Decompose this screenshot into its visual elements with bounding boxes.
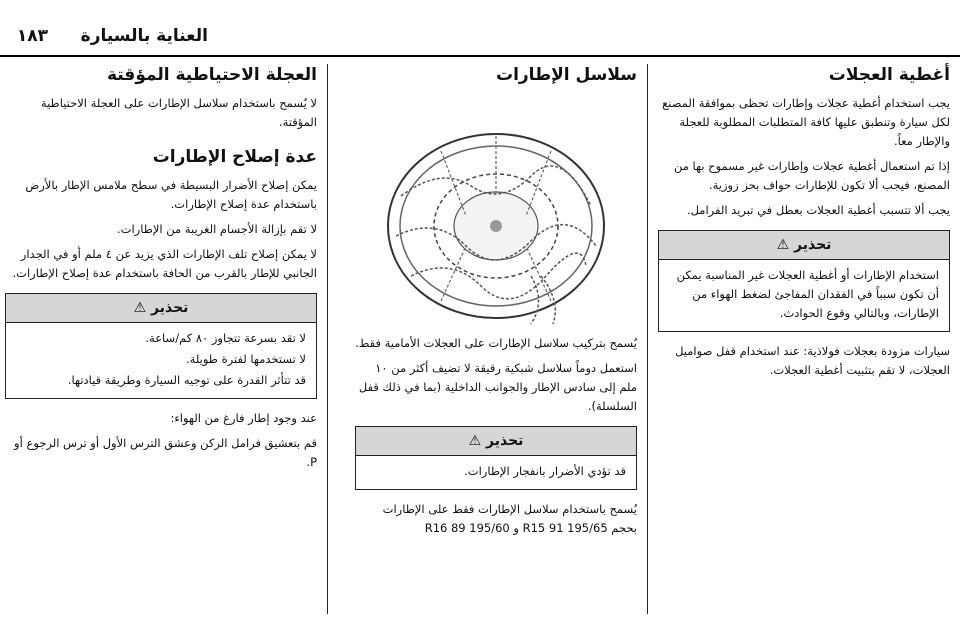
page-header <box>0 24 960 54</box>
paragraph: لا يُسمح باستخدام سلاسل الإطارات على العجلة الاحتياطية المؤقتة. <box>40 96 317 130</box>
warning-text: قد تتأثر القدرة على توجيه السيارة وطريقة قيادتها. <box>67 372 306 387</box>
warning-body <box>6 323 316 398</box>
column-wheel-covers <box>658 64 950 386</box>
column-spare-and-repair <box>5 64 317 478</box>
warning-title: تحذير <box>486 432 524 449</box>
warning-title: تحذير <box>151 299 189 316</box>
warning-box <box>355 426 637 490</box>
warning-header <box>356 427 636 456</box>
paragraph: يمكن إصلاح الأضرار البسيطة في سطح ملامس الإطار بالأرض باستخدام عدة إصلاح الإطارات. <box>25 178 317 212</box>
paragraph: عند وجود إطار فارغ من الهواء: <box>170 410 317 425</box>
paragraph: لا تقم بإزالة الأجسام الغريبة من الإطارات. <box>116 222 317 237</box>
column-divider <box>647 64 648 614</box>
warning-icon: ⚠ <box>776 236 790 253</box>
paragraph: لا يمكن إصلاح تلف الإطارات الذي يزيد عن ٤ ملم أو في الجدار الجانبي للإطار بالقرب من الحافة باستخدام عدة إصلاح الإطارات. <box>12 247 317 280</box>
paragraph: يجب ألا تتسبب أغطية العجلات بعطل في تبريد الفرامل. <box>686 202 950 217</box>
heading-tire-chains: سلاسل الإطارات <box>495 65 637 85</box>
heading-wheel-covers: أغطية العجلات <box>828 65 950 85</box>
warning-box <box>5 293 317 399</box>
paragraph: يُسمح باستخدام سلاسل الإطارات فقط على الإطارات بحجم R15 91 195/65 و R16 89 195/60 <box>382 501 637 535</box>
paragraph: سيارات مزودة بعجلات فولاذية: عند استخدام قفل صواميل العجلات، لا تقم بتثبيت أغطية العجلات. <box>675 343 950 377</box>
warning-box <box>658 230 950 332</box>
figure-caption: يُسمح بتركيب سلاسل الإطارات على العجلات الأمامية فقط. <box>355 336 637 351</box>
warning-text: لا تقد بسرعة تتجاوز ٨٠ كم/ساعة. <box>145 330 306 345</box>
heading-temporary-spare: العجلة الاحتياطية المؤقتة <box>106 65 317 85</box>
paragraph: استعمل دوماً سلاسل شبكية رقيقة لا تضيف أكثر من ١٠ ملم إلى سادس الإطار والجوانب الداخلية (بما في ذلك قفل السلسلة). <box>358 361 637 413</box>
warning-header <box>659 231 949 260</box>
header-title: العناية بالسيارة <box>80 26 208 46</box>
warning-body <box>356 456 636 489</box>
warning-text: قد تؤدي الأضرار بانفجار الإطارات. <box>464 463 626 478</box>
paragraph: قم بتعشيق فرامل الركن وعشق الترس الأول أو ترس الرجوع أو P. <box>14 435 317 469</box>
heading-tire-repair-kit: عدة إصلاح الإطارات <box>152 147 317 168</box>
warning-text: استخدام الإطارات أو أغطية العجلات غير المناسبة يمكن أن تكون سبباً في الفقدان المفاجئ لضغط الهواء من الإطارات، وبالتالي وقوع الحوادث. <box>676 267 939 320</box>
warning-body <box>659 260 949 331</box>
column-tire-chains <box>355 64 637 544</box>
tire-chain-illustration <box>381 126 611 326</box>
warning-icon: ⚠ <box>468 432 482 449</box>
header-rule <box>0 55 960 57</box>
warning-icon: ⚠ <box>133 299 147 316</box>
paragraph: يجب استخدام أغطية عجلات وإطارات تحظى بموافقة المصنع لكل سيارة وتنطبق عليها كافة المتطلبات المطلوبة للعجلة والإطار معاً. <box>662 96 950 149</box>
column-divider <box>327 64 328 614</box>
page-number: ١٨٣ <box>16 26 48 46</box>
warning-header <box>6 294 316 323</box>
warning-title: تحذير <box>794 236 832 253</box>
paragraph: إذا تم استعمال أغطية عجلات وإطارات غير مسموح بها من المصنع، فيجب ألا تكون للإطارات حواف بحز زوزية. <box>673 159 950 192</box>
warning-text: لا تستخدمها لفترة طويلة. <box>186 351 306 366</box>
